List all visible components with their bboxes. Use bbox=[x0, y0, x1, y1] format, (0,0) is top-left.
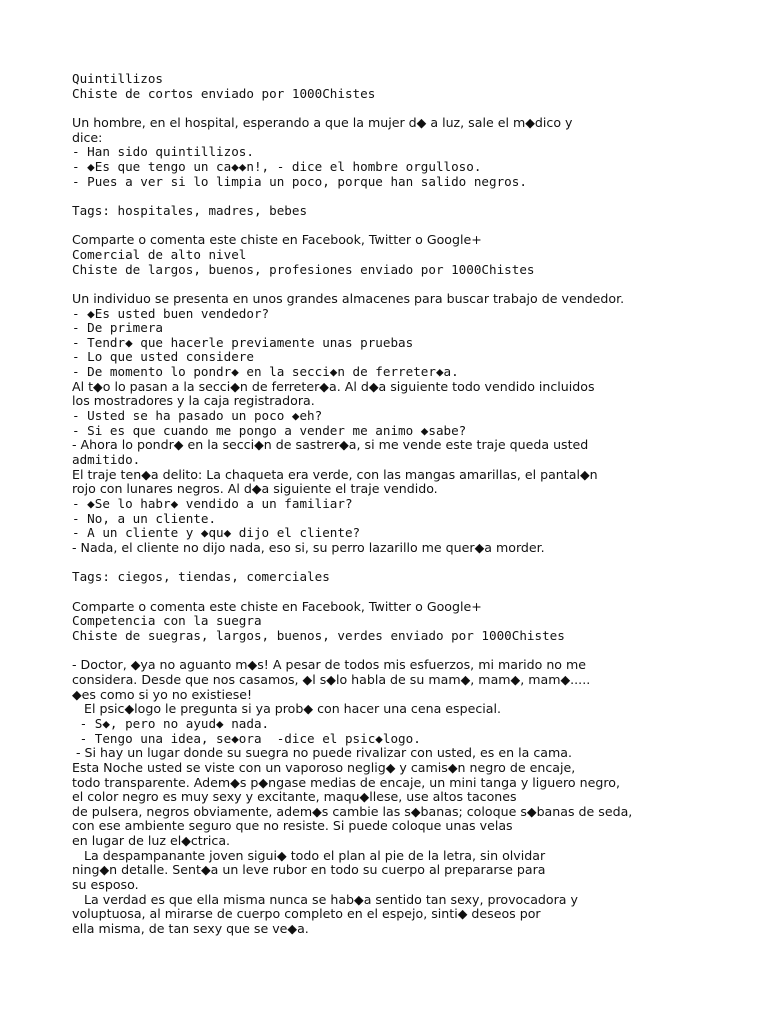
text-line: Tags: hospitales, madres, bebes bbox=[72, 202, 308, 218]
text-line: - ◆Se lo habr◆ vendido a un familiar? bbox=[72, 496, 353, 512]
text-line: Chiste de suegras, largos, buenos, verdes enviado por 1000Chistes bbox=[72, 627, 565, 643]
text-line: su esposo. bbox=[72, 877, 139, 893]
blank-line bbox=[72, 277, 762, 292]
text-line: - Doctor, ◆ya no aguanto m◆s! A pesar de todos mis esfuerzos, mi marido no me bbox=[72, 657, 587, 673]
text-line: dice: bbox=[72, 129, 103, 145]
text-line: Al t◆o lo pasan a la secci◆n de ferreter◆a. Al d◆a siguiente todo vendido incluidos bbox=[72, 378, 595, 394]
text-line: - A un cliente y ◆qu◆ dijo el cliente? bbox=[72, 525, 361, 541]
text-line: - Tendr◆ que hacerle previamente unas pruebas bbox=[72, 334, 414, 350]
text-line: - Tengo una idea, se◆ora -dice el psic◆logo. bbox=[72, 730, 421, 746]
text-line: - No, a un cliente. bbox=[72, 510, 217, 526]
text-line: - De momento lo pondr◆ en la secci◆n de ferreter◆a. bbox=[72, 364, 459, 380]
text-line: ning◆n detalle. Sent◆a un leve rubor en todo su cuerpo al prepararse para bbox=[72, 862, 546, 878]
text-line: Chiste de cortos enviado por 1000Chistes bbox=[72, 85, 376, 101]
text-line: Quintillizos bbox=[72, 71, 163, 86]
text-line: La despampanante joven sigui◆ todo el plan al pie de la letra, sin olvidar bbox=[72, 847, 546, 863]
text-line: de pulsera, negros obviamente, adem◆s cambie las s◆banas; coloque s◆banas de seda, bbox=[72, 803, 633, 819]
blank-line bbox=[72, 644, 762, 659]
text-line: Un individuo se presenta en unos grandes almacenes para buscar trabajo de vendedor. bbox=[72, 290, 625, 306]
text-line: - Si es que cuando me pongo a vender me animo ◆sabe? bbox=[72, 422, 467, 438]
text-line: Comparte o comenta este chiste en Facebook, Twitter o Google+ bbox=[72, 598, 482, 614]
text-line: - Pues a ver si lo limpia un poco, porque han salido negros. bbox=[72, 173, 527, 189]
text-line: - Usted se ha pasado un poco ◆eh? bbox=[72, 408, 323, 424]
text-line: en lugar de luz el◆ctrica. bbox=[72, 833, 231, 849]
text-line: con ese ambiente seguro que no resiste. Si puede coloque unas velas bbox=[72, 818, 513, 834]
text-line: - ◆Es usted buen vendedor? bbox=[72, 305, 270, 321]
text-line: - ◆Es que tengo un ca◆◆n!, - dice el hombre orgulloso. bbox=[72, 158, 482, 174]
text-line: El psic◆logo le pregunta si ya prob◆ con hacer una cena especial. bbox=[72, 701, 501, 717]
blank-line bbox=[72, 101, 762, 116]
text-line: Competencia con la suegra bbox=[72, 613, 262, 629]
text-line: todo transparente. Adem◆s p◆ngase medias de encaje, un mini tanga y liguero negro, bbox=[72, 774, 620, 790]
text-line: - Ahora lo pondr◆ en la secci◆n de sastrer◆a, si me vende este traje queda usted bbox=[72, 437, 589, 453]
blank-line bbox=[72, 556, 762, 571]
text-line: ◆es como si yo no existiese! bbox=[72, 686, 253, 702]
text-line: Chiste de largos, buenos, profesiones enviado por 1000Chistes bbox=[72, 261, 535, 277]
text-line: considera. Desde que nos casamos, ◆l s◆lo habla de su mam◆, mam◆, mam◆..... bbox=[72, 671, 591, 687]
text-line: - Nada, el cliente no dijo nada, eso si, su perro lazarillo me quer◆a morder. bbox=[72, 540, 545, 555]
text-line: La verdad es que ella misma nunca se hab◆a sentido tan sexy, provocadora y bbox=[72, 891, 578, 907]
text-line: Comparte o comenta este chiste en Facebook, Twitter o Google+ bbox=[72, 232, 482, 248]
text-line: Esta Noche usted se viste con un vaporoso neglig◆ y camis◆n negro de encaje, bbox=[72, 759, 576, 775]
blank-line bbox=[72, 189, 762, 204]
text-line: ella misma, de tan sexy que se ve◆a. bbox=[72, 921, 309, 937]
blank-line bbox=[72, 219, 762, 234]
text-line: voluptuosa, al mirarse de cuerpo completo en el espejo, sinti◆ deseos por bbox=[72, 906, 541, 922]
text-line: admitido. bbox=[72, 452, 141, 468]
document-page bbox=[72, 72, 762, 937]
text-line: Comercial de alto nivel bbox=[72, 246, 247, 262]
text-line: - Lo que usted considere bbox=[72, 349, 254, 365]
text-line: - De primera bbox=[72, 320, 163, 336]
text-line: Un hombre, en el hospital, esperando a que la mujer d◆ a luz, sale el m◆dico y bbox=[72, 114, 573, 130]
text-line: Tags: ciegos, tiendas, comerciales bbox=[72, 569, 330, 585]
text-line: - Han sido quintillizos. bbox=[72, 144, 254, 160]
text-line: - Si hay un lugar donde su suegra no puede rivalizar con usted, es en la cama. bbox=[72, 745, 572, 761]
text-line: los mostradores y la caja registradora. bbox=[72, 393, 315, 409]
text-line: - S◆, pero no ayud◆ nada. bbox=[72, 715, 270, 731]
blank-line bbox=[72, 585, 762, 600]
text-line: El traje ten◆a delito: La chaqueta era verde, con las mangas amarillas, el pantal◆n bbox=[72, 466, 598, 482]
text-line: el color negro es muy sexy y excitante, maqu◆llese, use altos tacones bbox=[72, 789, 517, 805]
text-line: rojo con lunares negros. Al d◆a siguiente el traje vendido. bbox=[72, 481, 438, 497]
